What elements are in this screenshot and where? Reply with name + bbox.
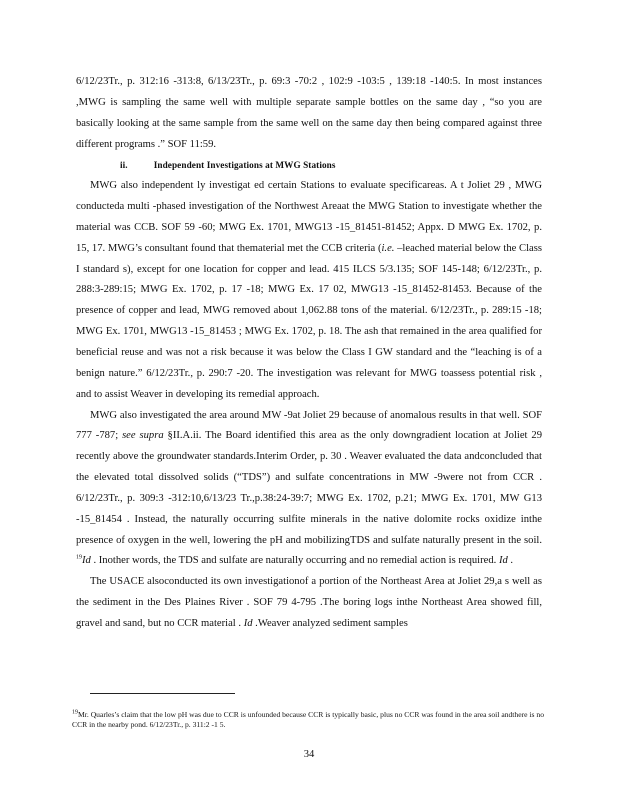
footnote-text: Mr. Quarles’s claim that the low pH was due to CCR is unfounded because CCR is typically basic, plus no CCR was found in the area soil andthere is no CCR in the nearby pond. 6/12/23Tr., p. 311:2 -1 5. [72, 710, 544, 729]
footnote-marker: 19 [72, 709, 78, 716]
paragraph-2-text-b: –leached material below the Class I standard s), except for one location for copper and lead. 415 ILCS 5/3.135; SOF 145-148; 6/12/23Tr., p. 288:3-289:15; MWG Ex. 1702, p. 17 -18; MWG Ex. 17 02, MWG13 -15_81452-81453. Because of the presence of copper and lead, MWG removed about 1,062.88 tons of the material. 6/12/23Tr., p. 289:15 -18; MWG Ex. 1701, MWG13 -15_81453 ; MWG Ex. 1702, p. 18. The ash that remained in the area qualified for beneficial reuse and was not a risk because it was below the Class I GW standard and the “leaching is of a benign nature.” 6/12/23Tr., p. 290:7 -20. The investigation was relevant for MWG toassess potential risk , and to assist Weaver in developing its remedial approach. [76, 242, 542, 400]
paragraph-3-italic-id-2: Id [498, 555, 508, 567]
footnote [72, 710, 544, 730]
paragraph-3-text-c: . Inother words, the TDS and sulfate are naturally occurring and no remedial action is required. [90, 555, 499, 567]
paragraph-3-italic-see-supra: see supra [122, 430, 164, 442]
paragraph-2-text-a: MWG also independent ly investigat ed certain Stations to evaluate specificareas. A t Joliet 29 , MWG conducteda multi -phased investigation of the Northwest Areaat the MWG Station to investigate whether the material was CCB. SOF 59 -60; MWG Ex. 1701, MWG13 -15_81451-81452; Appx. D MWG Ex. 1702, p. 15, 17. MWG’s consultant found that thematerial met the CCB criteria ( [76, 180, 542, 254]
paragraph-1: 6/12/23Tr., p. 312:16 -313:8, 6/13/23Tr., p. 69:3 -70:2 , 102:9 -103:5 , 139:18 -140:5. In most instances ,MWG is sampling the same well with multiple separate sample bottles on the same day , “so you are basically looking at the same sample from the same well on the same day then being compared against three different programs .” SOF 11:59. [76, 76, 542, 150]
subheading-number: ii. [120, 160, 128, 171]
paragraph-4-text-a: The USACE alsoconducted its own investigationof a portion of the Northeast Area at Joliet 29,a s well as the sediment in the Des Plaines River . SOF 79 4-795 .The boring logs inthe Northeast Area showed fill, gravel and sand, but no CCR material . [76, 576, 542, 629]
paragraph-3-text-a: MWG also investigated the area around MW -9at Joliet 29 because of anomalous results in that well. SOF 777 -787; [76, 409, 542, 442]
paragraph-4-italic-id: Id [243, 617, 253, 629]
paragraph-3-text-d: . [507, 555, 514, 567]
subheading-title: Independent Investigations at MWG Stations [153, 160, 336, 171]
paragraph-4-text-b: .Weaver analyzed sediment samples [252, 617, 408, 629]
page-number: 34 [303, 749, 315, 760]
paragraph-3 [76, 406, 542, 573]
paragraph-3-text-b: §II.A.ii. The Board identified this area as the only downgradient location at Joliet 29 recently above the groundwater standards.Interim Order, p. 30 . Weaver evaluated the data andconcluded that the elevated total dissolved solids (“TDS”) and sulfate concentrations in MW -9were not from CCR . 6/12/23Tr., p. 309:3 -312:10,6/13/23 Tr.,p.38:24-39:7; MWG Ex. 1702, p.21; MWG Ex. 1701, MW G13 -15_81454 . Instead, the naturally occurring sulfite minerals in the native dolomite rocks oxidize inthe presence of oxygen in the well, lowering the pH and mobilizingTDS and sulfate naturally present in the soil. [76, 430, 542, 546]
paragraph-3-italic-id: Id [82, 555, 91, 567]
footnote-divider [90, 693, 235, 694]
paragraph-2-italic-ie: i.e. [381, 242, 395, 254]
section-subheading [76, 155, 542, 176]
paragraph-4 [76, 572, 542, 635]
paragraph-2 [76, 176, 542, 405]
footnote-reference[interactable]: 19 [76, 554, 82, 561]
body-text [76, 72, 542, 635]
